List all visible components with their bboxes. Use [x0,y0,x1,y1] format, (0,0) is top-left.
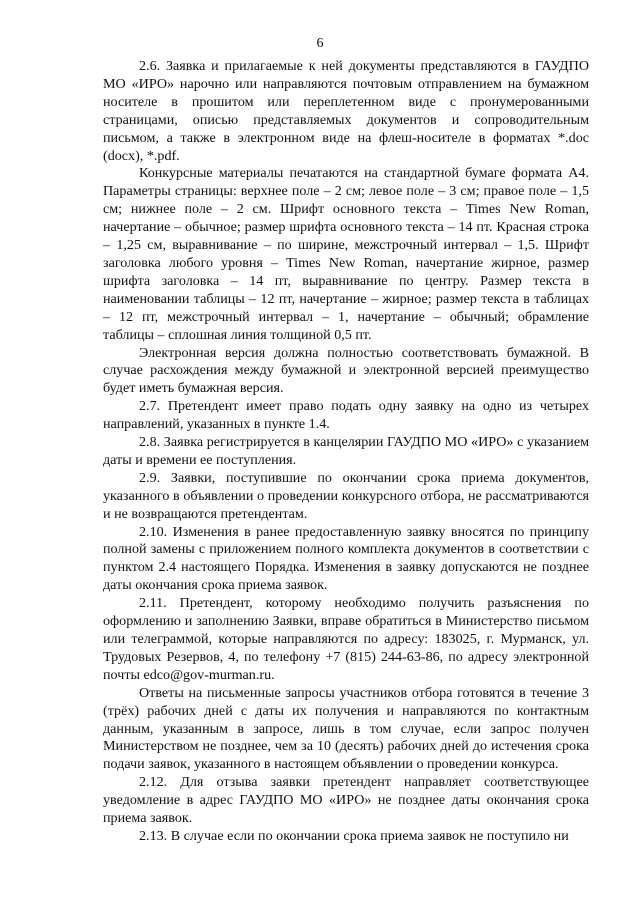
paragraph-2-6: 2.6. Заявка и прилагаемые к ней документы представляются в ГАУДПО МО «ИРО» нарочно или направляются почтовым отправлением на бумажном носителе в прошитом или переплетенном виде с пронумерованными страницами, описью представляемых документов и сопроводительным письмом, а также в электронном виде на флеш-носителе в форматах *.doc (docx), *.pdf. [103,58,589,164]
paragraph-2-8: 2.8. Заявка регистрируется в канцелярии ГАУДПО МО «ИРО» с указанием даты и времени ее поступления. [103,434,589,468]
paragraph-2-12: 2.12. Для отзыва заявки претендент направляет соответствующее уведомление в адрес ГАУДПО МО «ИРО» не позднее даты окончания срока приема заявок. [103,774,589,827]
paragraph-formatting-requirements: Конкурсные материалы печатаются на стандартной бумаге формата А4. Параметры страницы: верхнее поле – 2 см; левое поле – 3 см; правое поле – 1,5 см; нижнее поле – 2 см. Шрифт основного текста – Times New Roman, начертание – обычное; размер шрифта основного текста – 14 пт. Красная строка – 1,25 см, выравнивание – по ширине, межстрочный интервал – 1,5. Шрифт заголовка любого уровня – Times New Roman, начертание жирное, размер шрифта заголовка – 14 пт, выравнивание по центру. Размер текста в наименовании таблицы – 12 пт, начертание – жирное; размер текста в таблицах – 12 пт, межстрочный интервал – 1, начертание – обычный; обрамление таблицы – сплошная линия толщиной 0,5 пт. [103,165,589,343]
paragraph-2-11: 2.11. Претендент, которому необходимо получить разъяснения по оформлению и заполнению Заявки, вправе обратиться в Министерство письмом или телеграммой, которые направляются по адресу: 183025, г. Мурманск, ул. Трудовых Резервов, 4, по телефону +7 (815) 244-63-86, по адресу электронной почты edco@gov-murman.ru. [103,595,589,683]
paragraph-electronic-version: Электронная версия должна полностью соответствовать бумажной. В случае расхождения между бумажной и электронной версией преимущество будет иметь бумажная версия. [103,344,589,397]
paragraph-2-7: 2.7. Претендент имеет право подать одну заявку на одно из четырех направлений, указанных в пункте 1.4. [103,398,589,433]
page-number: 6 [316,36,324,51]
paragraph-2-10: 2.10. Изменения в ранее предоставленную заявку вносятся по принципу полной замены с приложением полного комплекта документов в соответствии с пунктом 2.4 настоящего Порядка. Изменения в заявку допускаются не позднее даты окончания срока приема заявок. [103,523,589,594]
paragraph-answers: Ответы на письменные запросы участников отбора готовятся в течение 3 (трёх) рабочих дней с даты их получения и направляются по контактным данным, указанным в запросе, лишь в том случае, если запрос получен Министерством не позднее, чем за 10 (десять) рабочих дней до истечения срока подачи заявок, указанного в настоящем объявлении о проведении конкурса. [103,684,589,773]
paragraph-2-13: 2.13. В случае если по окончании срока приема заявок не поступило ни [139,827,569,844]
paragraph-2-9: 2.9. Заявки, поступившие по окончании срока приема документов, указанного в объявлении о проведении конкурсного отбора, не рассматриваются и не возвращаются претендентам. [103,469,589,522]
document-body [103,58,589,846]
